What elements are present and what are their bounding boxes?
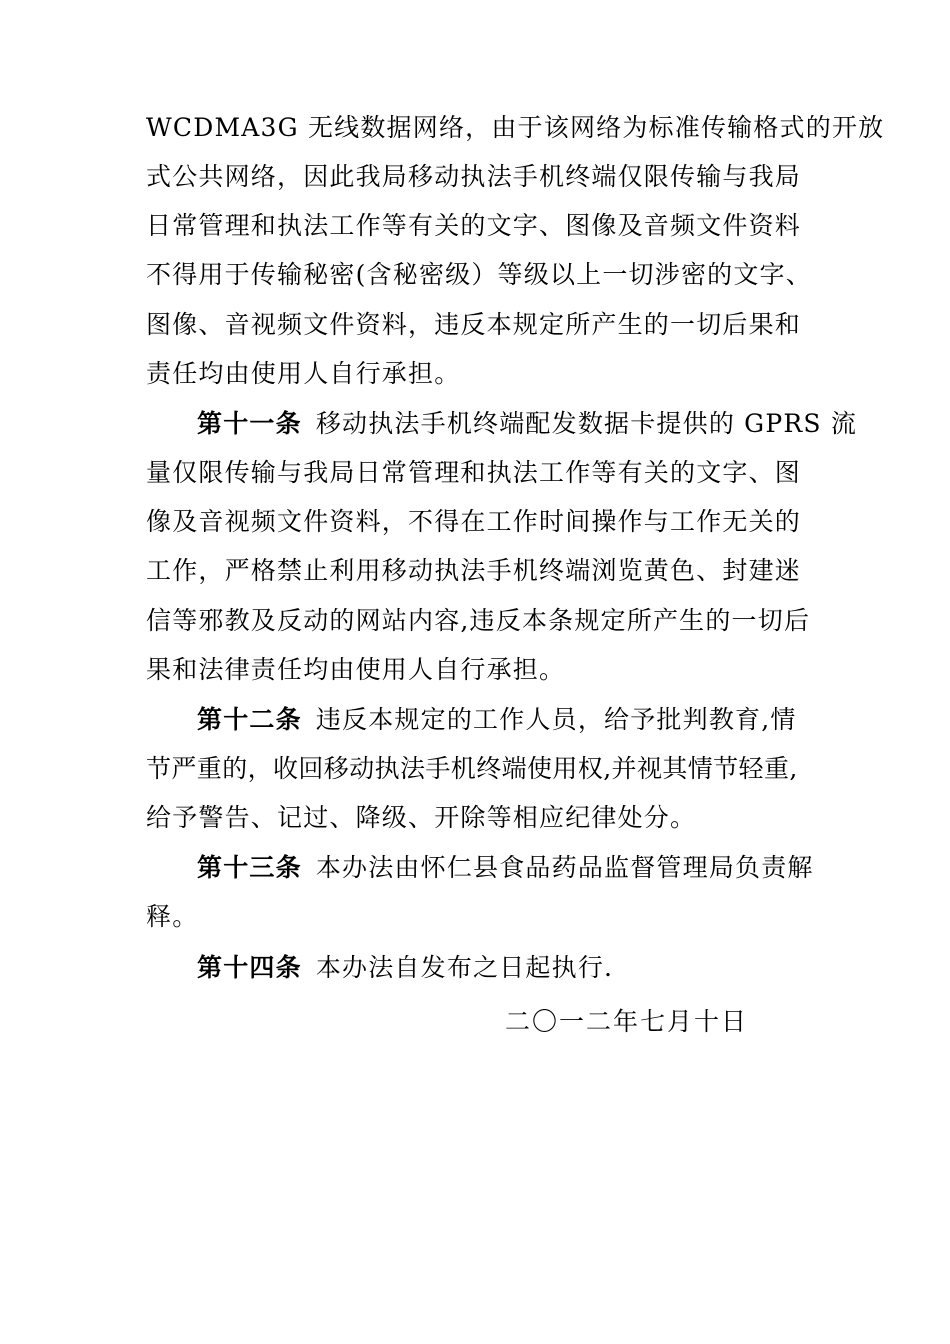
article-11-line-2: 量仅限传输与我局日常管理和执法工作等有关的文字、图 (146, 458, 802, 487)
article-11-line-3: 像及音视频文件资料，不得在工作时间操作与工作无关的 (146, 507, 802, 536)
article-13-line-2: 释。 (146, 902, 199, 931)
intro-line-1: WCDMA3G 无线数据网络，由于该网络为标准传输格式的开放 (146, 113, 885, 142)
article-12-text-1: 违反本规定的工作人员，给予批判教育,情 (315, 705, 797, 734)
intro-line-2: 式公共网络，因此我局移动执法手机终端仅限传输与我局 (146, 162, 802, 191)
article-14-heading: 第十四条 (197, 953, 302, 982)
intro-line-5: 图像、音视频文件资料，违反本规定所产生的一切后果和 (146, 310, 802, 339)
article-12-line-1 (197, 703, 797, 737)
article-11-text-1: 移动执法手机终端配发数据卡提供的 GPRS 流 (315, 409, 858, 438)
article-12-line-2: 节严重的，收回移动执法手机终端使用权,并视其情节轻重, (146, 754, 798, 783)
article-13-text-1: 本办法由怀仁县食品药品监督管理局负责解 (315, 853, 814, 882)
article-11-line-5: 信等邪教及反动的网站内容,违反本条规定所产生的一切后 (146, 606, 811, 635)
intro-line-6: 责任均由使用人自行承担。 (146, 359, 461, 388)
article-13-line-1 (197, 851, 814, 885)
document-date: 二〇一二年七月十日 (505, 1007, 749, 1036)
article-11-line-1 (197, 407, 857, 441)
intro-line-3: 日常管理和执法工作等有关的文字、图像及音频文件资料 (146, 211, 802, 240)
article-11-line-4: 工作，严格禁止利用移动执法手机终端浏览黄色、封建迷 (146, 556, 802, 585)
article-12-heading: 第十二条 (197, 705, 302, 734)
article-12-line-3: 给予警告、记过、降级、开除等相应纪律处分。 (146, 803, 697, 832)
article-11-heading: 第十一条 (197, 409, 302, 438)
article-14-line-1 (197, 951, 613, 985)
article-14-text-1: 本办法自发布之日起执行. (315, 953, 614, 982)
article-13-heading: 第十三条 (197, 853, 302, 882)
intro-line-4: 不得用于传输秘密(含秘密级）等级以上一切涉密的文字、 (146, 260, 812, 289)
article-11-line-6: 果和法律责任均由使用人自行承担。 (146, 655, 566, 684)
